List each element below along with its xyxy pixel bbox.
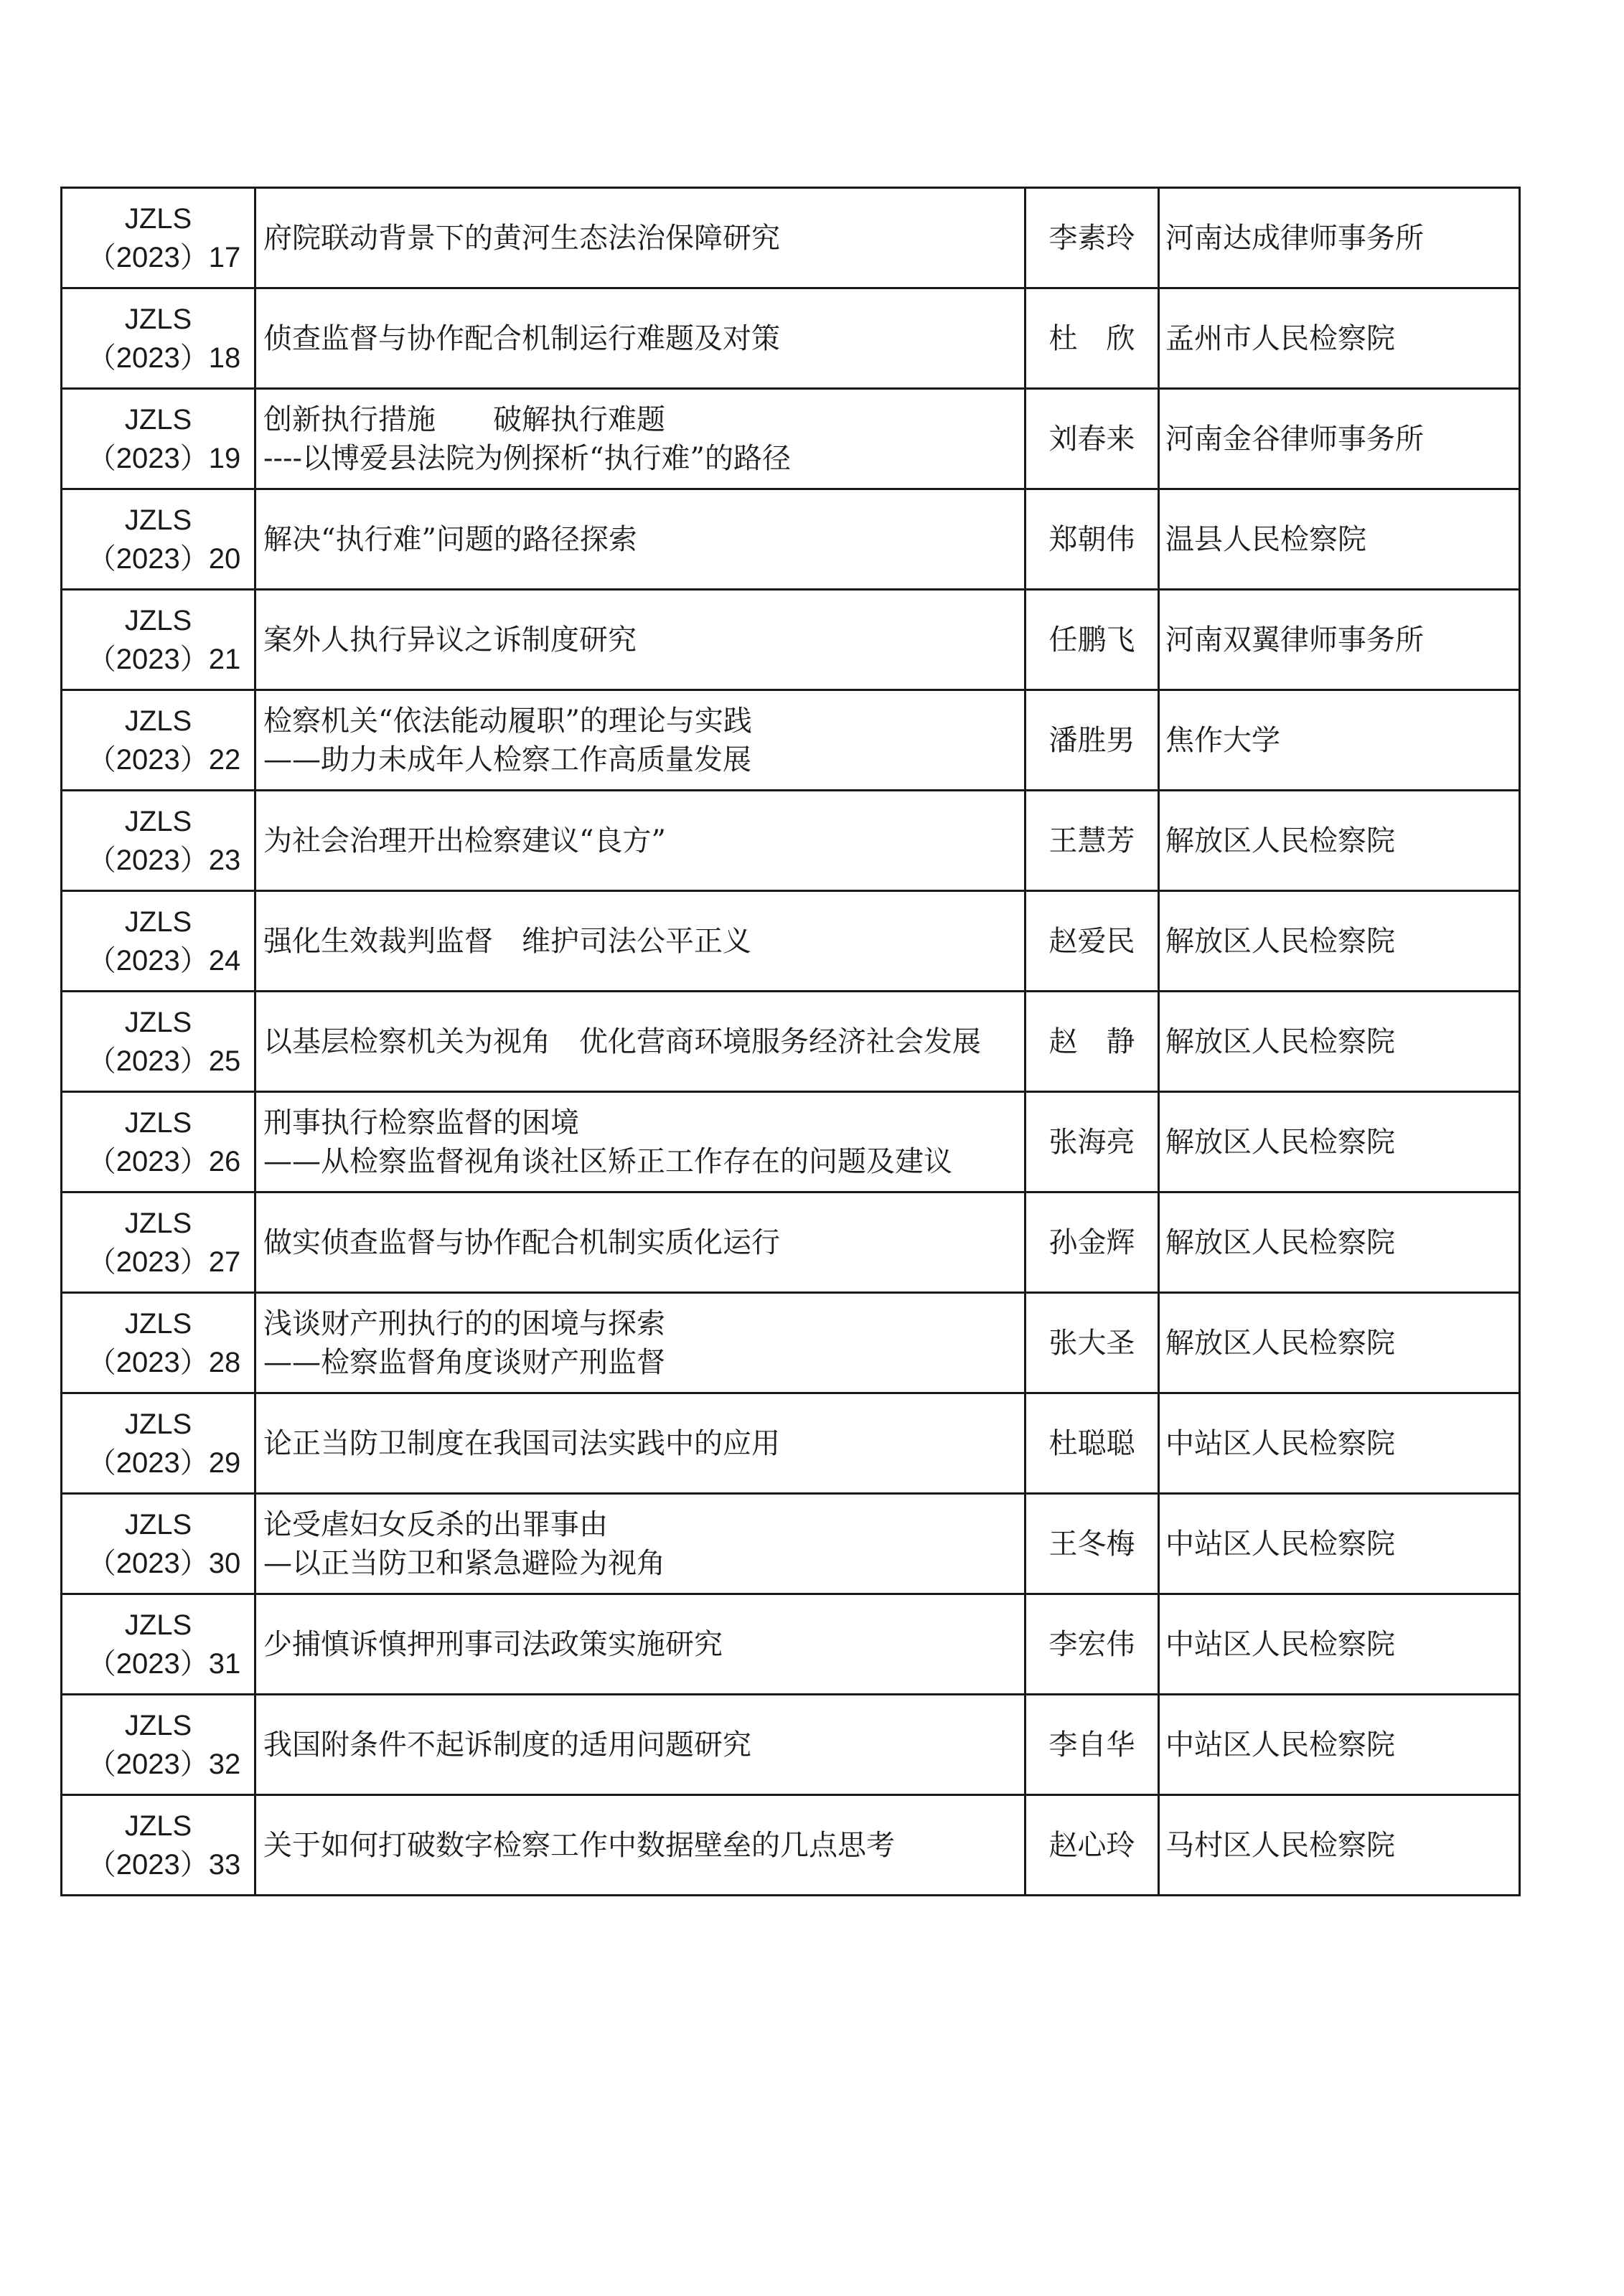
- author-organization: 解放区人民检察院: [1159, 1192, 1520, 1293]
- paper-subtitle: ——助力未成年人检察工作高质量发展: [263, 743, 751, 776]
- paper-title: 关于如何打破数字检察工作中数据壁垒的几点思考: [263, 1828, 895, 1862]
- paper-id-prefix: JZLS: [124, 1006, 192, 1038]
- paper-id-prefix: JZLS: [124, 1408, 192, 1440]
- paper-title: 以基层检察机关为视角 优化营商环境服务经济社会发展: [263, 1025, 981, 1058]
- table-row: [62, 1695, 1520, 1795]
- table-row: [62, 992, 1520, 1092]
- paper-id-number: （2023）27: [87, 1246, 241, 1278]
- paper-title-cell: [255, 1393, 1025, 1494]
- paper-id-number: （2023）30: [87, 1547, 241, 1579]
- table-row: [62, 389, 1520, 489]
- paper-id-cell: [62, 188, 255, 288]
- paper-id-prefix: JZLS: [124, 905, 192, 938]
- paper-id-prefix: JZLS: [124, 805, 192, 837]
- paper-id-prefix: JZLS: [124, 1709, 192, 1741]
- paper-title: 府院联动背景下的黄河生态法治保障研究: [263, 221, 780, 255]
- table-row: [62, 1494, 1520, 1594]
- paper-id-prefix: JZLS: [124, 1307, 192, 1340]
- paper-id-number: （2023）28: [87, 1346, 241, 1378]
- author-organization: 河南达成律师事务所: [1159, 188, 1520, 288]
- paper-title-cell: [255, 1092, 1025, 1192]
- author-name: 李自华: [1025, 1695, 1159, 1795]
- paper-id-number: （2023）24: [87, 944, 241, 977]
- paper-id-prefix: JZLS: [124, 303, 192, 335]
- author-organization: 温县人民检察院: [1159, 489, 1520, 590]
- author-name: 杜聪聪: [1025, 1393, 1159, 1494]
- author-organization: 中站区人民检察院: [1159, 1393, 1520, 1494]
- paper-subtitle: ——检察监督角度谈财产刑监督: [263, 1345, 665, 1379]
- paper-id-prefix: JZLS: [124, 1207, 192, 1239]
- paper-title-cell: [255, 1494, 1025, 1594]
- author-organization: 焦作大学: [1159, 690, 1520, 791]
- paper-title: 刑事执行检察监督的困境: [263, 1106, 579, 1139]
- paper-id-cell: [62, 690, 255, 791]
- author-name: 杜 欣: [1025, 288, 1159, 389]
- table-row: [62, 590, 1520, 690]
- author-name: 赵心玲: [1025, 1795, 1159, 1896]
- author-name: 赵 静: [1025, 992, 1159, 1092]
- paper-id-cell: [62, 389, 255, 489]
- paper-title: 创新执行措施 破解执行难题: [263, 403, 665, 436]
- author-name: 张大圣: [1025, 1293, 1159, 1393]
- paper-title-cell: [255, 891, 1025, 992]
- paper-title: 浅谈财产刑执行的的困境与探索: [263, 1307, 665, 1340]
- paper-id-number: （2023）26: [87, 1145, 241, 1177]
- paper-title-cell: [255, 791, 1025, 891]
- papers-table: [60, 187, 1521, 1896]
- paper-title-cell: [255, 188, 1025, 288]
- paper-id-prefix: JZLS: [124, 504, 192, 536]
- paper-id-number: （2023）17: [87, 241, 241, 273]
- paper-title: 强化生效裁判监督 维护司法公平正义: [263, 924, 751, 958]
- author-organization: 河南金谷律师事务所: [1159, 389, 1520, 489]
- paper-id-cell: [62, 590, 255, 690]
- author-organization: 中站区人民检察院: [1159, 1695, 1520, 1795]
- paper-id-cell: [62, 1393, 255, 1494]
- paper-id-cell: [62, 1594, 255, 1695]
- paper-id-prefix: JZLS: [124, 1810, 192, 1842]
- paper-id-cell: [62, 1795, 255, 1896]
- paper-title: 我国附条件不起诉制度的适用问题研究: [263, 1728, 751, 1761]
- paper-id-prefix: JZLS: [124, 1508, 192, 1540]
- table-row: [62, 1192, 1520, 1293]
- paper-title: 检察机关“依法能动履职”的理论与实践: [263, 704, 752, 738]
- paper-subtitle: ----以博爱县法院为例探析“执行难”的路径: [263, 441, 791, 475]
- table-row: [62, 288, 1520, 389]
- author-organization: 解放区人民检察院: [1159, 791, 1520, 891]
- table-row: [62, 1594, 1520, 1695]
- paper-id-cell: [62, 791, 255, 891]
- paper-subtitle: ——从检察监督视角谈社区矫正工作存在的问题及建议: [263, 1144, 952, 1178]
- table-row: [62, 1393, 1520, 1494]
- paper-id-number: （2023）31: [87, 1647, 241, 1680]
- paper-title: 少捕慎诉慎押刑事司法政策实施研究: [263, 1627, 723, 1661]
- author-name: 潘胜男: [1025, 690, 1159, 791]
- paper-id-cell: [62, 1695, 255, 1795]
- paper-id-cell: [62, 1494, 255, 1594]
- table-row: [62, 489, 1520, 590]
- author-organization: 解放区人民检察院: [1159, 992, 1520, 1092]
- paper-id-number: （2023）32: [87, 1748, 241, 1780]
- table-row: [62, 891, 1520, 992]
- paper-id-prefix: JZLS: [124, 202, 192, 235]
- papers-table-body: [62, 188, 1520, 1896]
- table-row: [62, 1293, 1520, 1393]
- table-row: [62, 1795, 1520, 1896]
- paper-title: 侦查监督与协作配合机制运行难题及对策: [263, 321, 780, 355]
- author-organization: 解放区人民检察院: [1159, 891, 1520, 992]
- author-name: 任鹏飞: [1025, 590, 1159, 690]
- author-organization: 河南双翼律师事务所: [1159, 590, 1520, 690]
- paper-title-cell: [255, 1695, 1025, 1795]
- paper-id-prefix: JZLS: [124, 403, 192, 436]
- paper-title-cell: [255, 690, 1025, 791]
- paper-id-number: （2023）25: [87, 1045, 241, 1077]
- author-organization: 解放区人民检察院: [1159, 1092, 1520, 1192]
- paper-id-number: （2023）18: [87, 342, 241, 374]
- paper-title-cell: [255, 1795, 1025, 1896]
- paper-id-number: （2023）23: [87, 844, 241, 876]
- paper-title: 为社会治理开出检察建议“良方”: [263, 824, 666, 857]
- paper-id-number: （2023）20: [87, 542, 241, 575]
- author-name: 李素玲: [1025, 188, 1159, 288]
- table-row: [62, 1092, 1520, 1192]
- paper-id-number: （2023）22: [87, 743, 241, 776]
- author-organization: 解放区人民检察院: [1159, 1293, 1520, 1393]
- paper-subtitle: —以正当防卫和紧急避险为视角: [263, 1546, 665, 1580]
- paper-title-cell: [255, 489, 1025, 590]
- author-name: 郑朝伟: [1025, 489, 1159, 590]
- author-organization: 中站区人民检察院: [1159, 1494, 1520, 1594]
- paper-title: 解决“执行难”问题的路径探索: [263, 522, 637, 556]
- paper-id-number: （2023）33: [87, 1848, 241, 1881]
- paper-title-cell: [255, 1293, 1025, 1393]
- author-name: 孙金辉: [1025, 1192, 1159, 1293]
- paper-title-cell: [255, 1594, 1025, 1695]
- table-row: [62, 188, 1520, 288]
- paper-title: 论受虐妇女反杀的出罪事由: [263, 1507, 608, 1541]
- paper-id-cell: [62, 1192, 255, 1293]
- author-organization: 孟州市人民检察院: [1159, 288, 1520, 389]
- paper-title-cell: [255, 389, 1025, 489]
- paper-id-cell: [62, 489, 255, 590]
- author-name: 李宏伟: [1025, 1594, 1159, 1695]
- paper-id-number: （2023）21: [87, 643, 241, 675]
- paper-id-cell: [62, 288, 255, 389]
- author-name: 赵爱民: [1025, 891, 1159, 992]
- paper-title-cell: [255, 992, 1025, 1092]
- author-name: 王冬梅: [1025, 1494, 1159, 1594]
- paper-title-cell: [255, 1192, 1025, 1293]
- author-name: 王慧芳: [1025, 791, 1159, 891]
- paper-title: 论正当防卫制度在我国司法实践中的应用: [263, 1426, 780, 1460]
- paper-id-prefix: JZLS: [124, 705, 192, 737]
- paper-title: 做实侦查监督与协作配合机制实质化运行: [263, 1225, 780, 1259]
- paper-id-number: （2023）29: [87, 1446, 241, 1479]
- paper-id-cell: [62, 1092, 255, 1192]
- table-row: [62, 690, 1520, 791]
- table-row: [62, 791, 1520, 891]
- author-organization: 马村区人民检察院: [1159, 1795, 1520, 1896]
- paper-id-cell: [62, 992, 255, 1092]
- author-name: 刘春来: [1025, 389, 1159, 489]
- paper-id-prefix: JZLS: [124, 1609, 192, 1641]
- paper-title-cell: [255, 288, 1025, 389]
- paper-id-number: （2023）19: [87, 442, 241, 474]
- paper-id-prefix: JZLS: [124, 604, 192, 636]
- author-name: 张海亮: [1025, 1092, 1159, 1192]
- paper-id-cell: [62, 891, 255, 992]
- paper-id-cell: [62, 1293, 255, 1393]
- paper-id-prefix: JZLS: [124, 1106, 192, 1139]
- paper-title-cell: [255, 590, 1025, 690]
- paper-title: 案外人执行异议之诉制度研究: [263, 623, 637, 657]
- author-organization: 中站区人民检察院: [1159, 1594, 1520, 1695]
